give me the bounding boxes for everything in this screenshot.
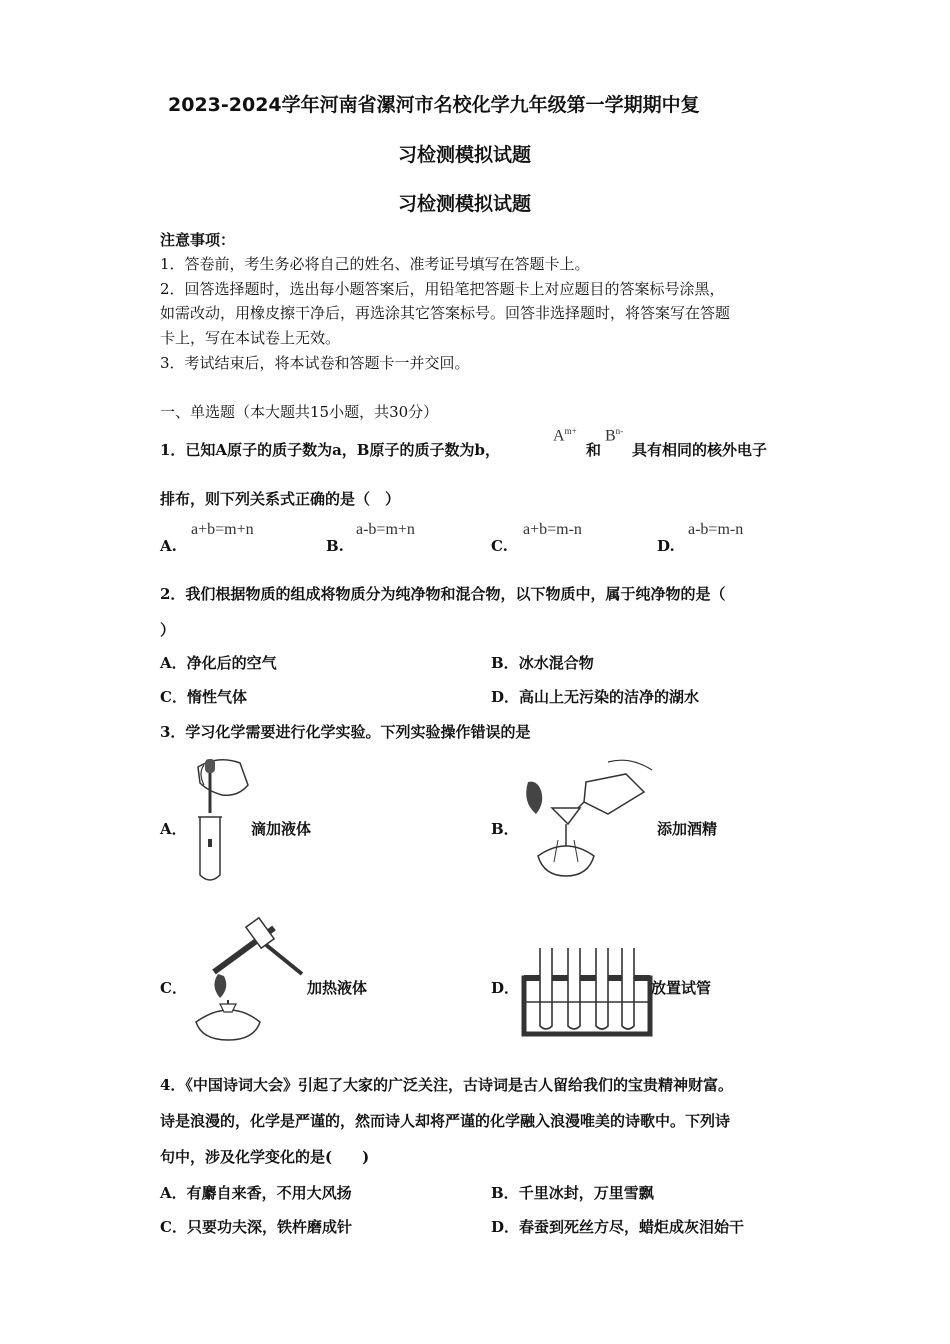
test-tube-rack-illustration [520, 944, 654, 1040]
q2-stem: 2．我们根据物质的组成将物质分为纯净物和混合物，以下物质中，属于纯净物的是（ [160, 585, 726, 603]
section-heading: 一、单选题（本大题共15小题，共30分） [160, 403, 439, 421]
q1-option-c-formula: a+b=m-n [523, 521, 582, 538]
q3-option-a-label: 滴加液体 [251, 820, 312, 838]
q1-option-b-letter[interactable]: B. [326, 537, 344, 555]
q1-stem-continued: 具有相同的核外电子 [632, 441, 768, 459]
q1-stem: 1．已知A原子的质子数为a，B原子的质子数为b， [160, 441, 500, 459]
q2-option-a[interactable]: A．净化后的空气 [160, 654, 277, 672]
q3-option-d-letter[interactable]: D． [491, 979, 520, 997]
page-title-line3: 习检测模拟试题 [398, 193, 532, 215]
q4-option-c[interactable]: C．只要功夫深，铁杵磨成针 [160, 1218, 352, 1236]
q1-option-b-formula: a-b=m+n [356, 521, 415, 538]
q3-stem: 3．学习化学需要进行化学实验。下列实验操作错误的是 [160, 723, 531, 741]
q1-ion-b: $B^{n-}$ [605, 426, 624, 445]
heating-test-tube-illustration [190, 914, 310, 1042]
q4-option-a[interactable]: A．有麝自来香，不用大风扬 [160, 1184, 352, 1202]
q1-option-d-letter[interactable]: D. [657, 537, 675, 555]
q4-option-d[interactable]: D．春蚕到死丝方尽，蜡炬成灰泪始干 [491, 1218, 745, 1236]
notice-item: 1．答卷前，考生务必将自己的姓名、准考证号填写在答题卡上。 [160, 255, 590, 273]
notice-item: 卡上，写在本试卷上无效。 [160, 329, 341, 347]
q2-option-c[interactable]: C．惰性气体 [160, 688, 247, 706]
notice-item: 3．考试结束后，将本试卷和答题卡一并交回。 [160, 354, 470, 372]
q2-option-d[interactable]: D．高山上无污染的洁净的湖水 [491, 688, 700, 706]
q3-option-c-label: 加热液体 [307, 979, 368, 997]
q1-and: 和 [586, 441, 602, 459]
q1-stem-end: 排布，则下列关系式正确的是（ ） [160, 490, 401, 508]
q3-option-b-label: 添加酒精 [657, 820, 718, 838]
q1-option-a-formula: a+b=m+n [191, 521, 254, 538]
dropper-test-tube-illustration [178, 755, 258, 885]
q4-stem-end: 句中，涉及化学变化的是( ) [160, 1148, 370, 1166]
q1-ion-a: $A^{m+}$ [553, 426, 577, 445]
q2-option-b[interactable]: B．冰水混合物 [491, 654, 594, 672]
q4-stem-continued: 诗是浪漫的，化学是严谨的，然而诗人却将严谨的化学融入浪漫唯美的诗歌中。下列诗 [160, 1112, 731, 1130]
q1-option-d-formula: a-b=m-n [688, 521, 744, 538]
q1-option-a-letter[interactable]: A. [160, 537, 177, 555]
page-title-line1: 2023-2024学年河南省漯河市名校化学九年级第一学期期中复 [168, 94, 700, 116]
q4-option-b[interactable]: B．千里冰封，万里雪飘 [491, 1184, 654, 1202]
q3-option-a-letter[interactable]: A． [160, 820, 187, 838]
q1-option-c-letter[interactable]: C. [491, 537, 508, 555]
q2-stem-end: ） [160, 621, 176, 639]
q3-option-c-letter[interactable]: C． [160, 979, 187, 997]
page-title-line2: 习检测模拟试题 [398, 144, 532, 166]
q4-stem: 4．《中国诗词大会》引起了大家的广泛关注，古诗词是古人留给我们的宝贵精神财富。 [160, 1076, 733, 1094]
q3-option-d-label: 放置试管 [651, 979, 712, 997]
q3-option-b-letter[interactable]: B． [491, 820, 519, 838]
notice-heading: 注意事项： [160, 231, 236, 249]
alcohol-lamp-illustration [518, 752, 658, 882]
notice-item: 2．回答选择题时，选出每小题答案后，用铅笔把答题卡上对应题目的答案标号涂黑， [160, 280, 725, 298]
notice-item: 如需改动，用橡皮擦干净后，再选涂其它答案标号。回答非选择题时，将答案写在答题 [160, 304, 731, 322]
